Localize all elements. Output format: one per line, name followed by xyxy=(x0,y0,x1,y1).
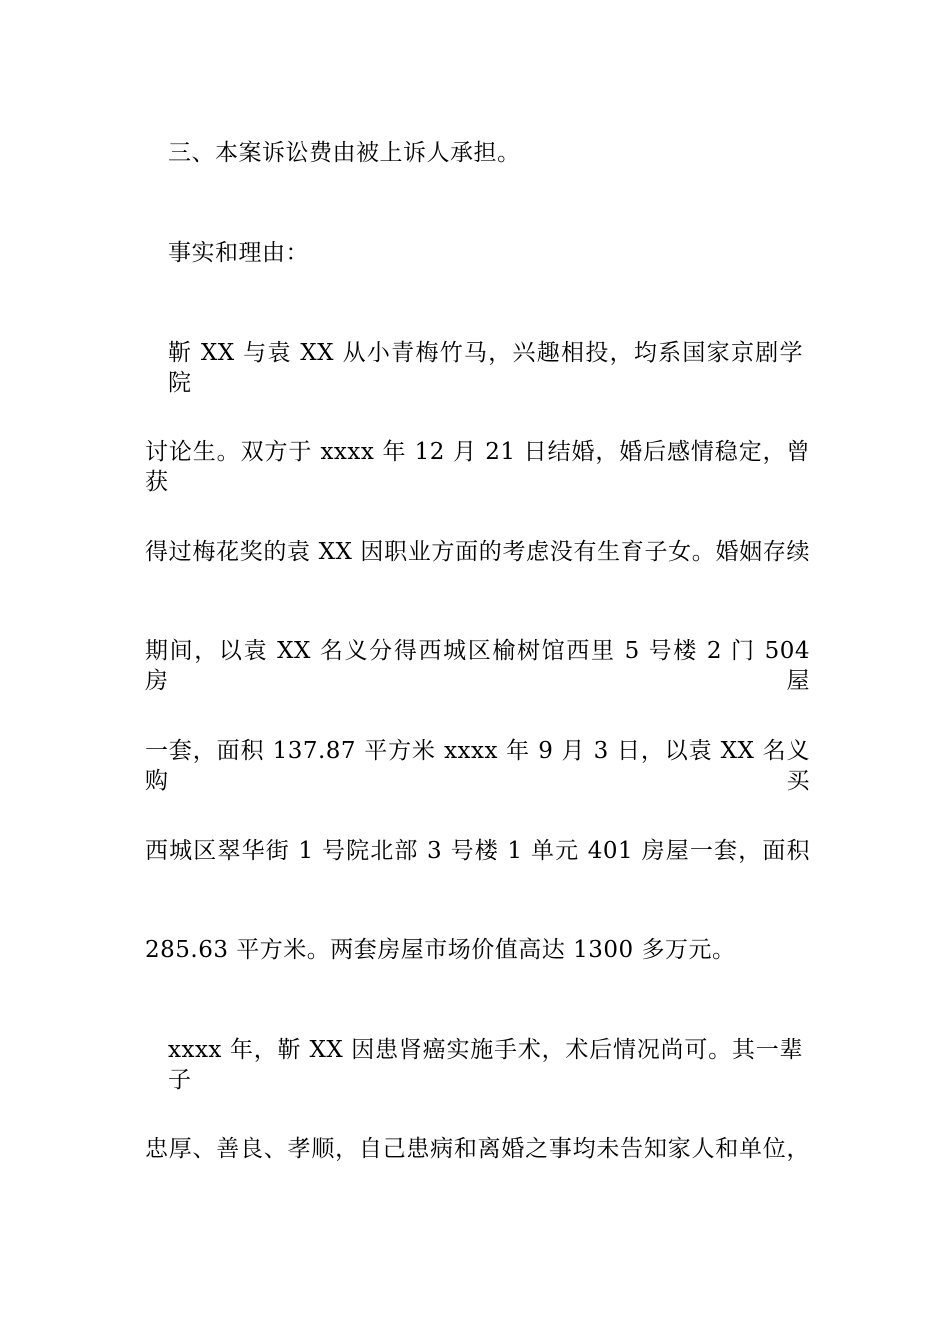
text-line-1: 三、本案诉讼费由被上诉人承担。 xyxy=(168,140,521,166)
text-line-7: 一套，面积 137.87 平方米 xxxx 年 9 月 3 日，以袁 XX 名义购买 xyxy=(145,738,810,794)
text-line-8: 西城区翠华街 1 号院北部 3 号楼 1 单元 401 房屋一套，面积 xyxy=(145,838,810,864)
text-line-9: 285.63 平方米。两套房屋市场价值高达 1300 多万元。 xyxy=(145,937,736,963)
text-line-5: 得过梅花奖的袁 XX 因职业方面的考虑没有生育子女。婚姻存续 xyxy=(145,539,810,565)
text-line-3: 靳 XX 与袁 XX 从小青梅竹马，兴趣相投，均系国家京剧学院 xyxy=(168,340,803,396)
text-line-2: 事实和理由： xyxy=(168,240,309,266)
text-line-6: 期间，以袁 XX 名义分得西城区榆树馆西里 5 号楼 2 门 504 房屋 xyxy=(145,638,810,694)
text-line-4: 讨论生。双方于 xxxx 年 12 月 21 日结婚，婚后感情稳定，曾获 xyxy=(145,439,810,495)
text-line-10: xxxx 年，靳 XX 因患肾癌实施手术，术后情况尚可。其一辈子 xyxy=(168,1037,803,1093)
text-line-11: 忠厚、善良、孝顺，自己患病和离婚之事均未告知家人和单位， xyxy=(145,1136,810,1162)
